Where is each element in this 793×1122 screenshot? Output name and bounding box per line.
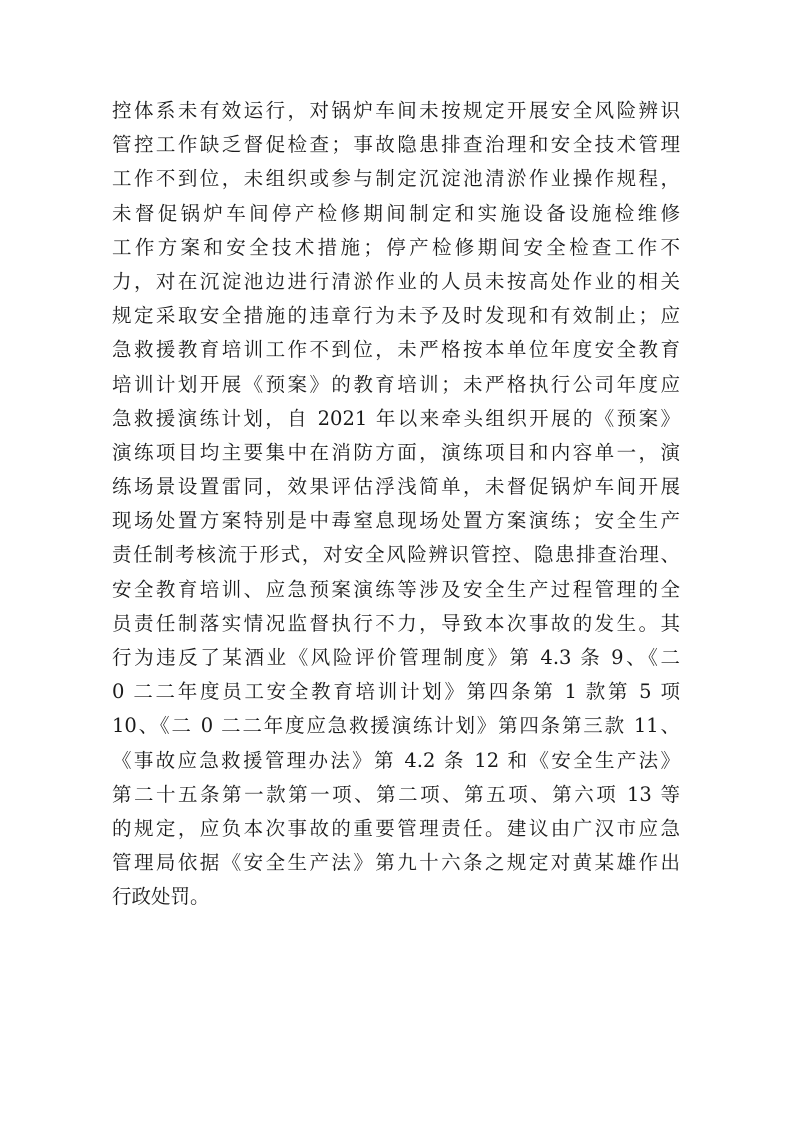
text-line: 责任制考核流于形式，对安全风险辨识管控、隐患排查治理、 — [112, 543, 680, 567]
text-line: 10、《二 0 二二年度应急救援演练计划》第四条第三款 11、 — [112, 714, 680, 738]
text-line: 演练项目均主要集中在消防方面，演练项目和内容单一，演 — [112, 440, 680, 464]
text-line: 安全教育培训、应急预案演练等涉及安全生产过程管理的全 — [112, 577, 680, 601]
text-line: 工作方案和安全技术措施；停产检修期间安全检查工作不 — [112, 235, 680, 259]
text-line: 管控工作缺乏督促检查；事故隐患排查治理和安全技术管理 — [112, 133, 680, 157]
text-line: 力，对在沉淀池边进行清淤作业的人员未按高处作业的相关 — [112, 269, 680, 293]
text-line: 第二十五条第一款第一项、第二项、第五项、第六项 13 等 — [112, 782, 680, 806]
text-line: 的规定，应负本次事故的重要管理责任。建议由广汉市应急 — [112, 816, 680, 840]
text-line: 未督促锅炉车间停产检修期间制定和实施设备设施检维修 — [112, 201, 680, 225]
text-line-last: 行政处罚。 — [112, 885, 210, 909]
text-line: 练场景设置雷同，效果评估浮浅简单，未督促锅炉车间开展 — [112, 475, 680, 499]
text-line: 规定采取安全措施的违章行为未予及时发现和有效制止；应 — [112, 304, 680, 328]
text-line: 急救援教育培训工作不到位，未严格按本单位年度安全教育 — [112, 338, 680, 362]
text-line: 《事故应急救援管理办法》第 4.2 条 12 和《安全生产法》 — [112, 748, 680, 772]
text-line: 行为违反了某酒业《风险评价管理制度》第 4.3 条 9、《二 — [112, 646, 680, 669]
text-line: 员责任制落实情况监督执行不力，导致本次事故的发生。其 — [112, 611, 680, 635]
text-line: 0 二二年度员工安全教育培训计划》第四条第 1 款第 5 项 — [112, 680, 680, 704]
text-line: 控体系未有效运行，对锅炉车间未按规定开展安全风险辨识 — [112, 99, 680, 122]
document-body — [112, 94, 680, 915]
text-line: 培训计划开展《预案》的教育培训；未严格执行公司年度应 — [112, 372, 680, 396]
text-line: 管理局依据《安全生产法》第九十六条之规定对黄某雄作出 — [112, 851, 680, 875]
text-line: 工作不到位，未组织或参与制定沉淀池清淤作业操作规程， — [112, 167, 680, 191]
text-line: 现场处置方案特别是中毒窒息现场处置方案演练；安全生产 — [112, 509, 680, 533]
text-line: 急救援演练计划，自 2021 年以来牵头组织开展的《预案》 — [112, 406, 680, 430]
